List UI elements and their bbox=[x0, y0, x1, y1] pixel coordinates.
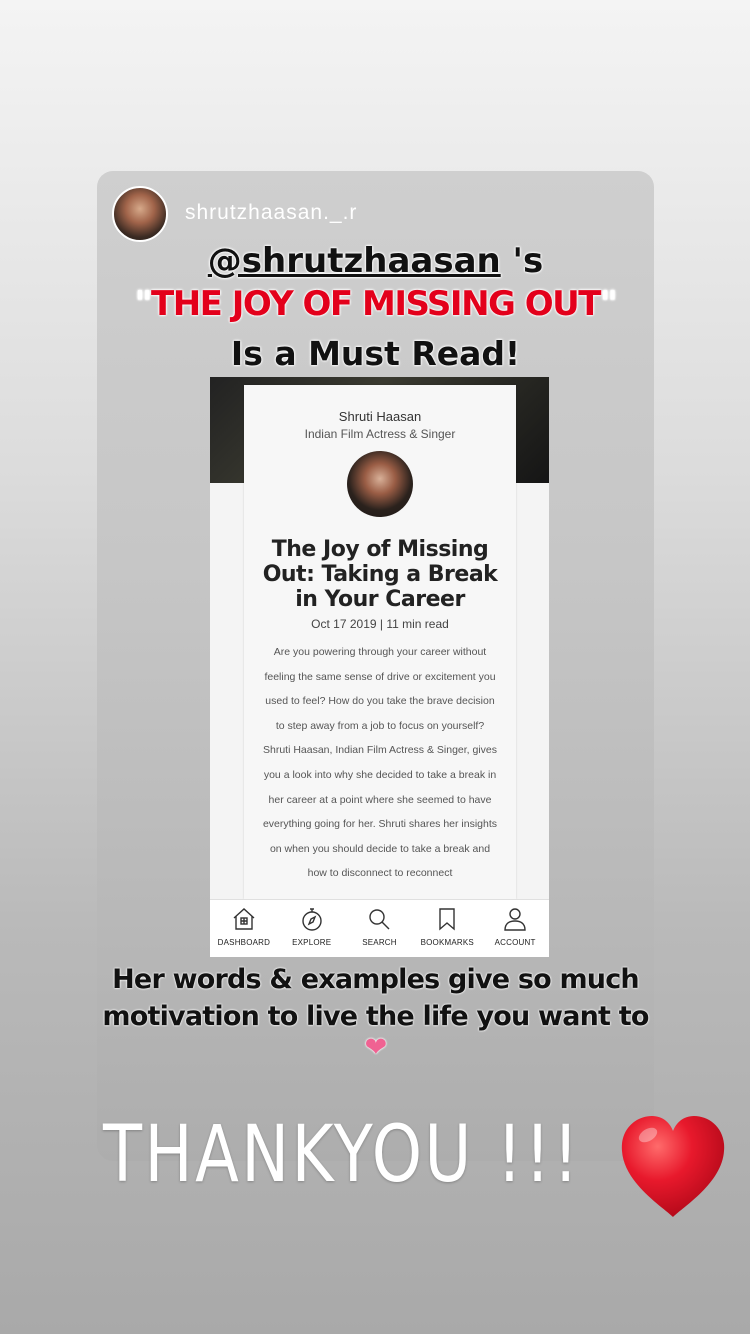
author-role: Indian Film Actress & Singer bbox=[304, 427, 456, 441]
open-quote: " bbox=[134, 284, 152, 324]
tab-account[interactable] bbox=[481, 900, 549, 957]
tab-bookmarks[interactable] bbox=[413, 900, 481, 957]
home-icon bbox=[231, 906, 257, 932]
headline-title: THE JOY OF MISSING OUT bbox=[151, 284, 600, 324]
headline-title-line bbox=[97, 284, 654, 324]
tab-label: ACCOUNT bbox=[494, 938, 536, 947]
thankyou-text: THANKYOU !!! bbox=[103, 1110, 581, 1200]
article-title: The Joy of Missing Out: Taking a Break in Your Career bbox=[262, 537, 498, 612]
tab-label: DASHBOARD bbox=[217, 938, 271, 947]
article-body: Are you powering through your career without feeling the same sense of drive or excitement you used to feel? How do you take the brave decision to step away from a job to focus on yourself? Shruti Haasan, Indian Film Actress & Singer, gives you a look into why she decided to take a break in her career at a point where she seemed to have everything going for her. Shruti shares her insights on when you should decide to take a break and how to disconnect to reconnect bbox=[262, 646, 498, 880]
pink-heart-icon: ❤ bbox=[364, 1032, 387, 1063]
article-screenshot bbox=[210, 377, 549, 957]
compass-icon bbox=[299, 906, 325, 932]
author-name: Shruti Haasan bbox=[338, 409, 422, 424]
author-avatar bbox=[347, 451, 413, 517]
tab-label: BOOKMARKS bbox=[420, 938, 474, 947]
caption-line-1: Her words & examples give so much bbox=[112, 964, 639, 995]
tab-bar bbox=[210, 899, 549, 957]
mention-link[interactable]: @shrutzhaasan bbox=[207, 241, 501, 281]
user-icon bbox=[502, 906, 528, 932]
article-card bbox=[244, 385, 516, 899]
profile-username[interactable]: shrutzhaasan._.r bbox=[185, 201, 358, 224]
tab-label: EXPLORE bbox=[292, 938, 332, 947]
red-heart-icon bbox=[618, 1113, 728, 1221]
profile-avatar[interactable] bbox=[112, 186, 168, 242]
headline-must-read: Is a Must Read! bbox=[230, 334, 521, 373]
headline-mention-line bbox=[97, 241, 654, 281]
tab-label: SEARCH bbox=[362, 938, 397, 947]
tab-dashboard[interactable] bbox=[210, 900, 278, 957]
bookmark-icon bbox=[434, 906, 460, 932]
close-quote: " bbox=[599, 284, 617, 324]
tab-explore[interactable] bbox=[278, 900, 346, 957]
caption-line-2 bbox=[97, 1001, 654, 1063]
search-icon bbox=[366, 906, 392, 932]
tab-search[interactable] bbox=[346, 900, 414, 957]
article-meta: Oct 17 2019 | 11 min read bbox=[311, 617, 449, 631]
caption-line-2-text: motivation to live the life you want to bbox=[102, 1001, 649, 1032]
story-card bbox=[97, 171, 654, 1161]
possessive-text: 's bbox=[500, 241, 544, 281]
